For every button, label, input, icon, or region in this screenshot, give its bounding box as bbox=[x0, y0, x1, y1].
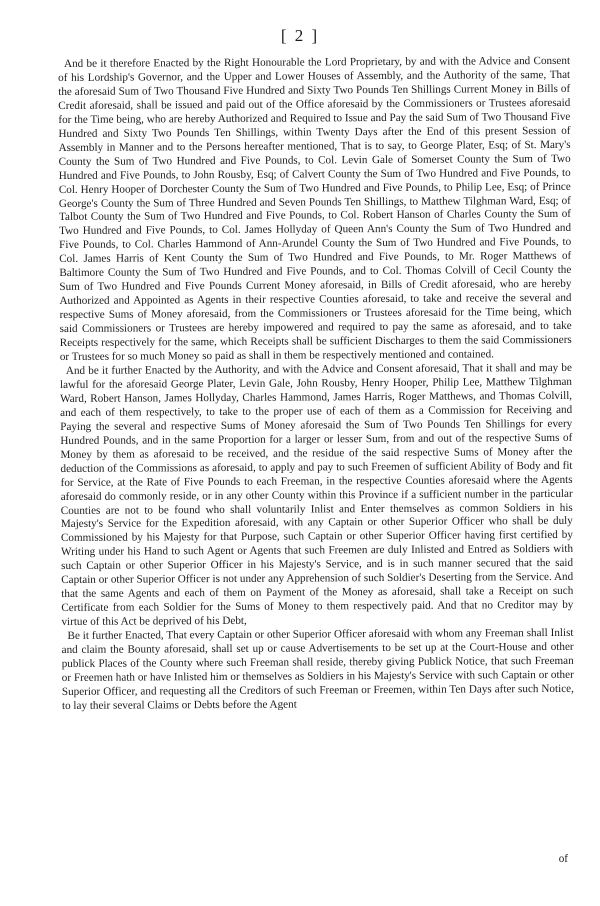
paragraph-3: Be it further Enacted, That every Captain or other Superior Officer aforesaid with whom any Freeman shall Inlist and claim the Bounty aforesaid, shall set up or cause Advertisements to be set up at the Court-House and other publick Places of the County where such Freeman shall reside, thereby giving Publick Notice, that such Freeman or Freemen hath or have Inlisted him or themselves as Soldiers in his Majesty's Service with such Captain or other Superior Officer, and requesting all the Creditors of such Freeman or Freemen, within Ten Days after such Notice, to lay their several Claims or Debts before the Agent bbox=[61, 626, 574, 712]
body-text bbox=[58, 55, 574, 714]
page-number: [ 2 ] bbox=[280, 26, 320, 45]
paragraph-2: And be it further Enacted by the Authority, and with the Advice and Consent aforesaid, That it shall and may be lawful for the aforesaid George Plater, Levin Gale, John Rousby, Henry Hooper, Philip Lee, Matthew Tilghman Ward, Robert Hanson, James Hollyday, Charles Hammond, James Harris, Roger Matthews, and Thomas Colvill, and each of them respectively, to take to the proper use of each of them as a Commission for Receiving and Paying the several and respective Sums of Money aforesaid the Sum of Two Pounds Ten Shillings for every Hundred Pounds, and in the same Proportion for a larger or lesser Sum, from and out of the respective Sums of Money by them as aforesaid to be received, and the residue of the said respective Sums of Money after the deduction of the Commissions as aforesaid, to apply and pay to such Freemen of sufficient Ability of Body and fit for Service, at the Rate of Five Pounds to each Freeman, in the respective Counties aforesaid where the Agents aforesaid do commonly reside, or in any other County within this Province if a sufficient number in the particular Counties are not to be found who shall voluntarily Inlist and Enter themselves as common Soldiers in his Majesty's Service for the Expedition aforesaid, with any Captain or other Superior Officer who shall be duly Commissioned by his Majesty for that Purpose, such Captain or other Superior Officer having first certified by Writing under his Hand to such Agent or Agents that such Freemen are duly Inlisted and Entred as Soldiers with such Captain or other Superior Officer in his Majesty's Service, and is in such manner secured that the said Captain or other Superior Officer is not under any Apprehension of such Soldier's Deserting from the Service. And that the same Agents and each of them on Payment of the Money as aforesaid, shall take a Receipt on such Certificate from each Soldier for the Sums of Money to them respectively paid. And that no Creditor may by virtue of this Act be deprived of his Debt, bbox=[59, 361, 574, 629]
catchword: of bbox=[558, 853, 568, 865]
paragraph-1: And be it therefore Enacted by the Right Honourable the Lord Proprietary, by and with the Advice and Consent of his Lordship's Governor, and the Upper and Lower Houses of Assembly, and the Authority of the same, That the aforesaid Sum of Two Thousand Five Hundred and Sixty Two Pounds Ten Shillings Current Money in Bills of Credit aforesaid, shall be issued and paid out of the Office aforesaid by the Commissioners or Trustees aforesaid for the Time being, who are hereby Authorized and Required to Issue and Pay the said Sum of Two Thousand Five Hundred and Sixty Two Pounds Ten Shillings, within Twenty Days after the End of this present Session of Assembly in Manner and to the Persons hereafter mentioned, That is to say, to George Plater, Esq; of St. Mary's County the Sum of Two Hundred and Five Pounds, to Col. Levin Gale of Somerset County the Sum of Two Hundred and Five Pounds, to John Rousby, Esq; of Calvert County the Sum of Two Hundred and Five Pounds, to Col. Henry Hooper of Dorchester County the Sum of Two Hundred and Five Pounds, to Philip Lee, Esq; of Prince George's County the Sum of Three Hundred and Seven Pounds Ten Shillings, to Matthew Tilghman Ward, Esq; of Talbot County the Sum of Two Hundred and Five Pounds, to Col. Robert Hanson of Charles County the Sum of Two Hundred and Five Pounds, to Col. James Hollyday of Queen Ann's County the Sum of Two Hundred and Five Pounds, to Col. Charles Hammond of Ann-Arundel County the Sum of Two Hundred and Five Pounds, to Col. James Harris of Kent County the Sum of Two Hundred and Five Pounds, to Mr. Roger Matthews of Baltimore County the Sum of Two Hundred and Five Pounds, and to Col. Thomas Colvill of Cecil County the Sum of Two Hundred and Five Pounds Current Money aforesaid, in Bills of Credit aforesaid, who are hereby Authorized and Appointed as Agents in their respective Counties aforesaid, to take and receive the several and respective Sums of Money aforesaid, from the Commissioners or Trustees aforesaid for the Time being, which said Commissioners or Trustees are hereby impowered and required to pay the same as aforesaid, and to take Receipts respectively for the same, which Receipts shall be sufficient Discharges to them the said Commissioners or Trustees for so much Money so paid as shall in them be respectively mentioned and contained. bbox=[58, 54, 572, 364]
